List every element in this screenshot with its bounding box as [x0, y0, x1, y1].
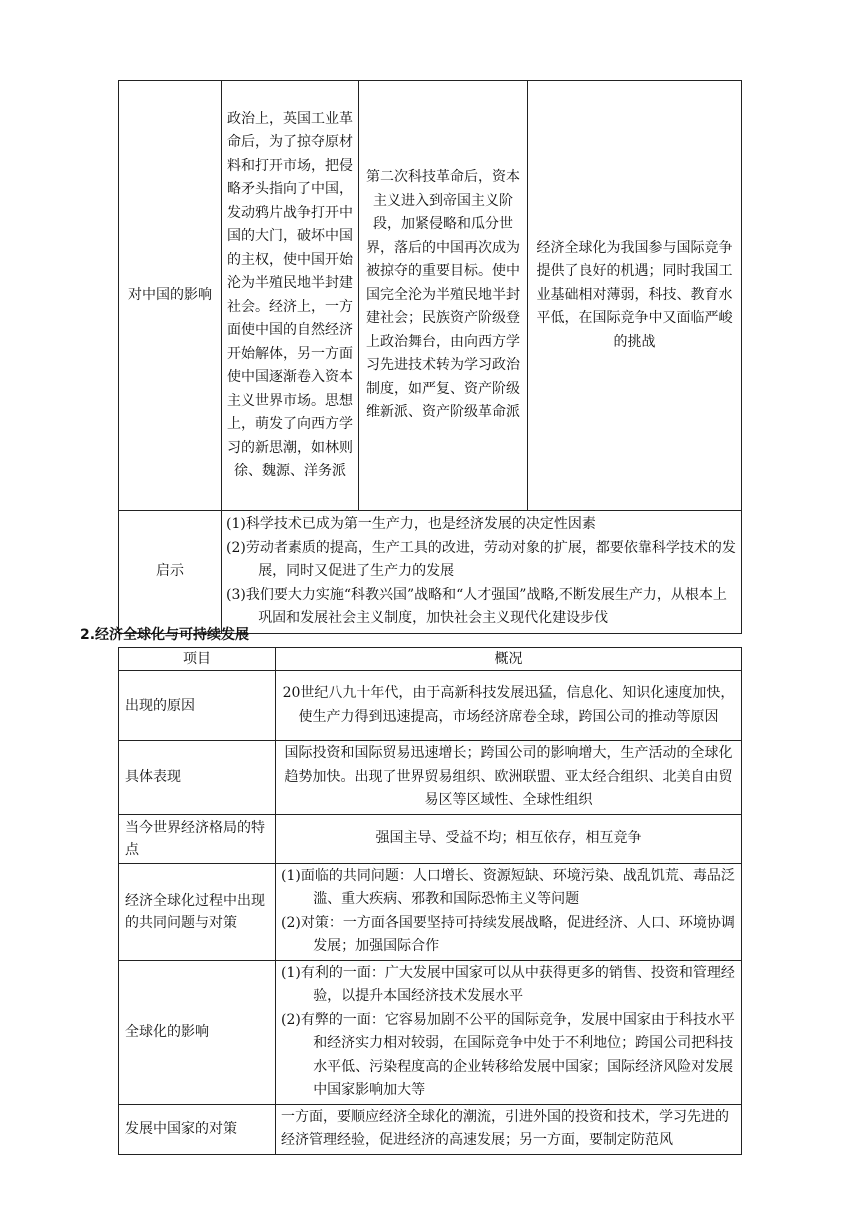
list-item: (2)对策：一方面各国要坚持可持续发展战略，促进经济、人口、环境协调发展；加强国际合作 [281, 914, 735, 954]
history-impact-table [118, 80, 742, 634]
row-label-influence: 对中国的影响 [119, 81, 222, 511]
row-content: 20世纪八九十年代，由于高新科技发展迅猛，信息化、知识化速度加快，使生产力得到迅速提高，市场经济席卷全球，跨国公司的推动等原因 [276, 671, 742, 741]
row-content: 强国主导、受益不均；相互依存，相互竞争 [276, 814, 742, 863]
header-overview: 概况 [276, 648, 742, 671]
row-label-insight: 启示 [119, 511, 222, 634]
list-item: (1)有利的一面：广大发展中国家可以从中获得更多的销售、投资和管理经验，以提升本国经济技术发展水平 [281, 964, 735, 1004]
row-content [276, 863, 742, 960]
row-content: 一方面，要顺应经济全球化的潮流，引进外国的投资和技术，学习先进的经济管理经验，促进经济的高速发展；另一方面，要制定防范风 [276, 1104, 742, 1154]
influence-cell-second-revolution: 第二次科技革命后，资本主义进入到帝国主义阶段，加紧侵略和瓜分世界，落后的中国再次成为被掠夺的重要目标。使中国完全沦为半殖民地半封建社会；民族资产阶级登上政治舞台，由向西方学习先进技术转为学习政治制度，如严复、资产阶级维新派、资产阶级革命派 [359, 81, 528, 511]
row-label: 出现的原因 [119, 671, 276, 741]
row-content [276, 960, 742, 1104]
header-item: 项目 [119, 648, 276, 671]
influence-cell-globalization: 经济全球化为我国参与国际竞争提供了良好的机遇；同时我国工业基础相对薄弱，科技、教育水平低，在国际竞争中又面临严峻的挑战 [528, 81, 742, 511]
section-title: 2.经济全球化与可持续发展 [80, 627, 250, 643]
insight-item: (1)科学技术已成为第一生产力，也是经济发展的决定性因素 [226, 516, 596, 532]
list-item: (2)有弊的一面：它容易加剧不公平的国际竞争，发展中国家由于科技水平和经济实力相对较弱，在国际竞争中处于不利地位；跨国公司把科技水平低、污染程度高的企业转移给发展中国家；国际经济风险对发展中国家影响加大等 [281, 1011, 735, 1098]
row-label: 具体表现 [119, 741, 276, 815]
row-label: 发展中国家的对策 [119, 1104, 276, 1154]
influence-cell-first-revolution: 政治上，英国工业革命后，为了掠夺原材料和打开市场，把侵略矛头指向了中国，发动鸦片战争打开中国的大门，破坏中国的主权，使中国开始沦为半殖民地半封建社会。经济上，一方面使中国的自然经济开始解体，另一方面使中国逐渐卷入资本主义世界市场。思想上，萌发了向西方学习的新思潮，如林则徐、魏源、洋务派 [222, 81, 359, 511]
row-label: 全球化的影响 [119, 960, 276, 1104]
row-label: 经济全球化过程中出现的共同问题与对策 [119, 863, 276, 960]
row-label: 当今世界经济格局的特点 [119, 814, 276, 863]
list-item: (1)面临的共同问题：人口增长、资源短缺、环境污染、战乱饥荒、毒品泛滥、重大疾病、邪教和国际恐怖主义等问题 [281, 867, 735, 907]
insight-item: (3)我们要大力实施“科教兴国”战略和“人才强国”战略,不断发展生产力，从根本上巩固和发展社会主义制度，加快社会主义现代化建设步伐 [226, 586, 727, 626]
globalization-table [118, 647, 742, 1155]
insight-cell [222, 511, 742, 634]
row-content: 国际投资和国际贸易迅速增长；跨国公司的影响增大，生产活动的全球化趋势加快。出现了世界贸易组织、欧洲联盟、亚太经合组织、北美自由贸易区等区域性、全球性组织 [276, 741, 742, 815]
insight-item: (2)劳动者素质的提高，生产工具的改进，劳动对象的扩展，都要依靠科学技术的发展，同时又促进了生产力的发展 [226, 539, 736, 579]
